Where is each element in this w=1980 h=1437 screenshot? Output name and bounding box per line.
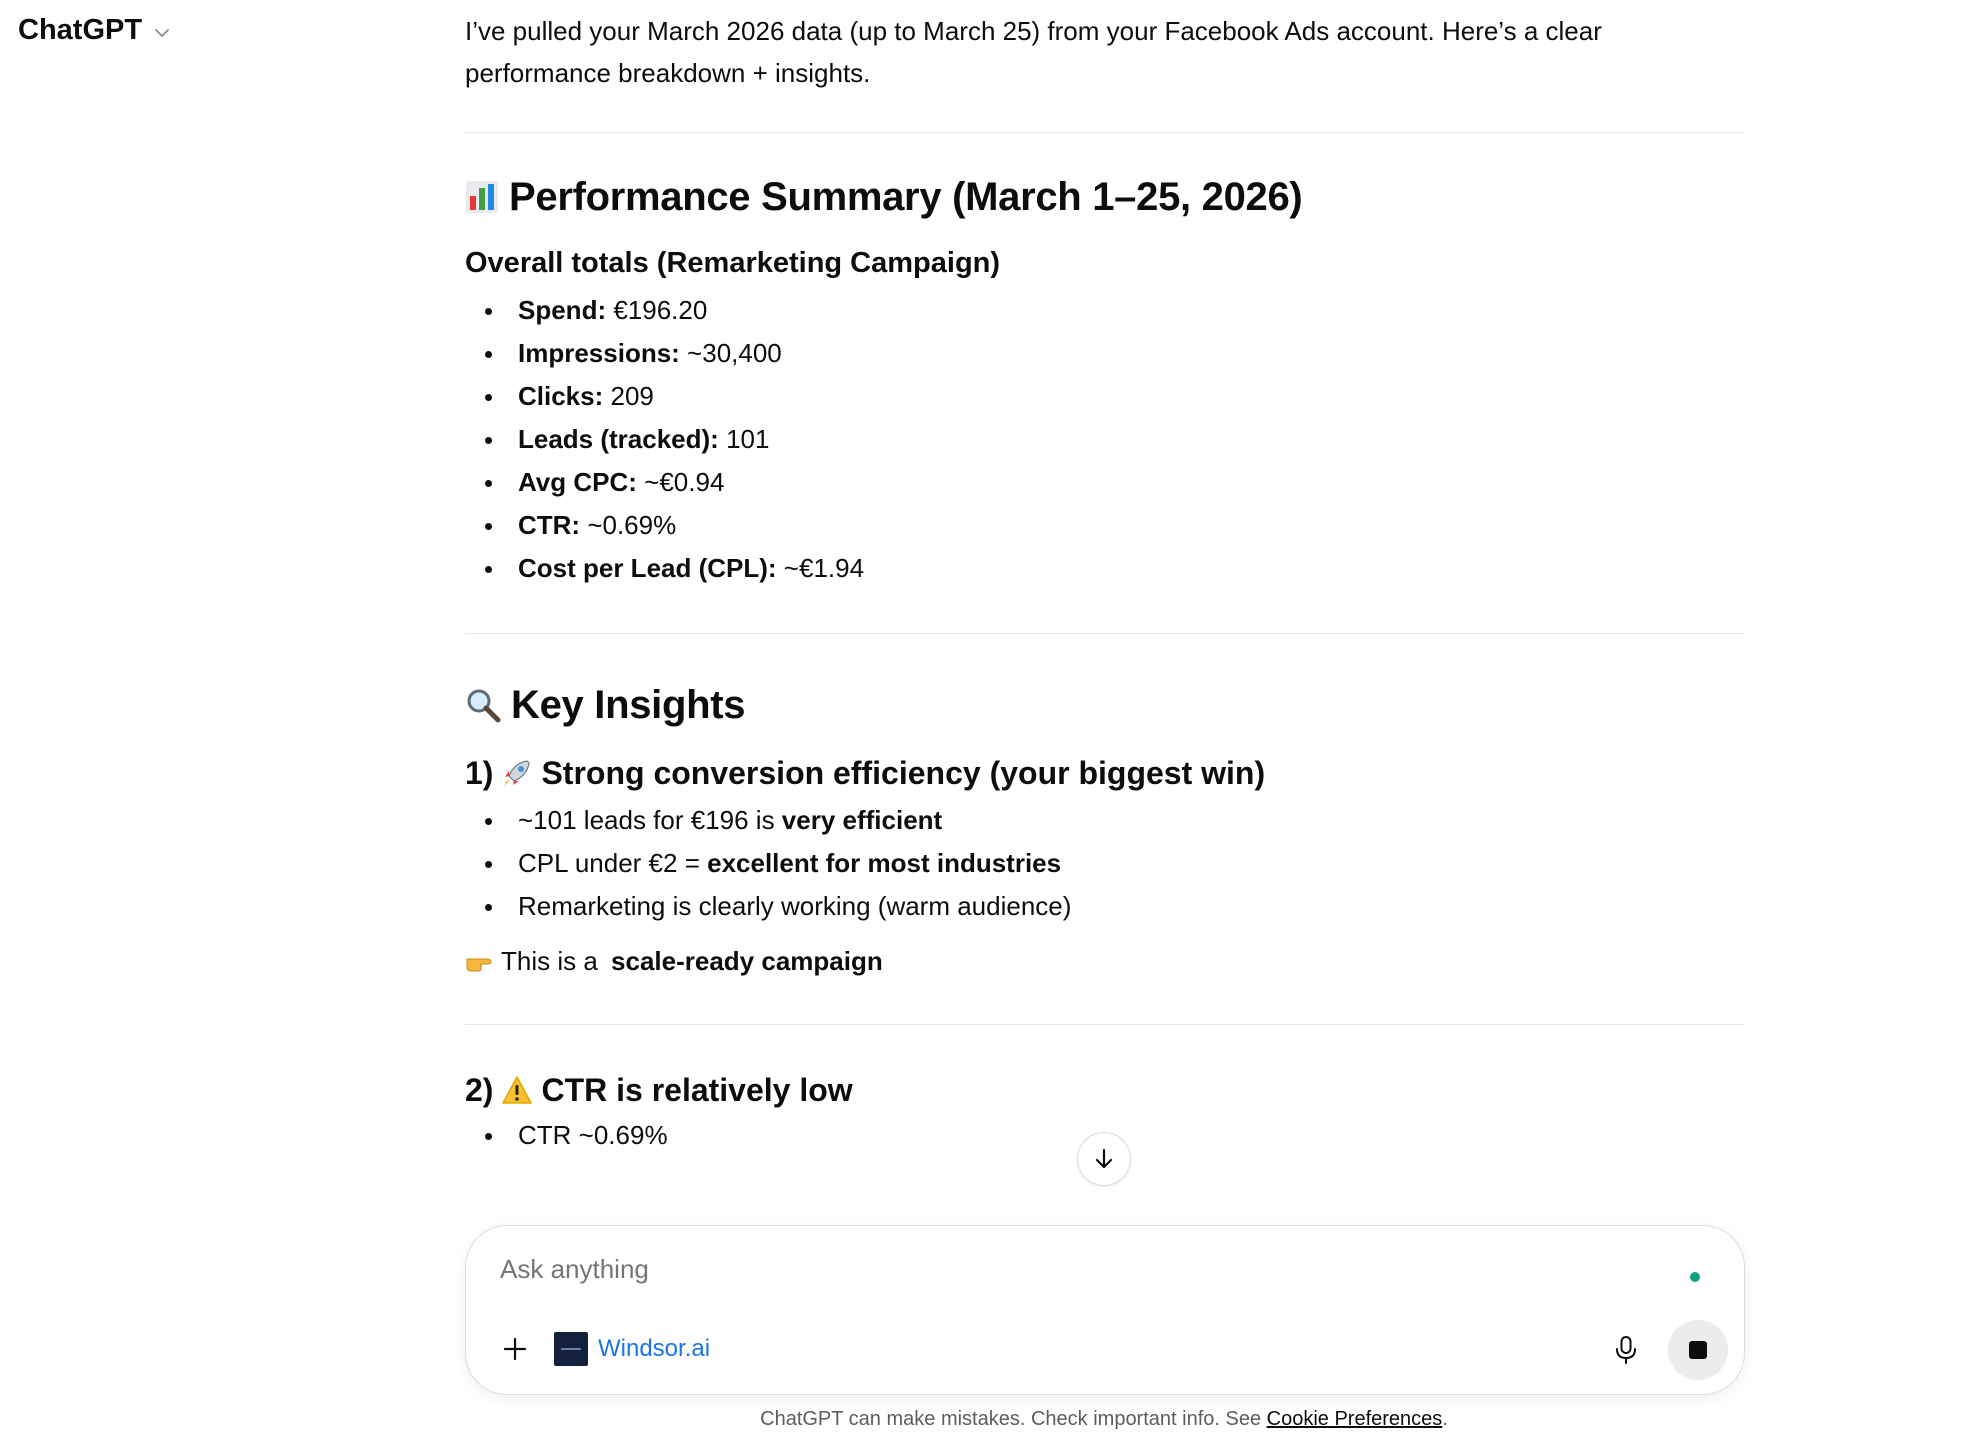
list-item xyxy=(465,504,1745,547)
windsor-logo-icon xyxy=(554,1332,588,1366)
metric-label: CTR: xyxy=(518,510,581,540)
metric-value: ~€0.94 xyxy=(636,467,725,497)
list-item xyxy=(465,375,1745,418)
warning-emoji-icon xyxy=(501,1075,533,1105)
disclaimer xyxy=(0,1408,1980,1431)
metric-value: ~€1.94 xyxy=(776,553,865,583)
metric-label: Spend: xyxy=(518,295,607,325)
insight-title-text: CTR is relatively low xyxy=(541,1072,853,1108)
summary-heading-text: Performance Summary (March 1–25, 2026) xyxy=(509,175,1303,219)
divider xyxy=(465,132,1745,133)
scroll-down-button[interactable] xyxy=(1077,1132,1131,1186)
insight-1-list xyxy=(465,799,1745,928)
metric-label: Clicks: xyxy=(518,381,604,411)
insights-heading-text: Key Insights xyxy=(511,683,746,727)
assistant-message xyxy=(465,0,1745,1157)
insight-2-title xyxy=(465,1070,1745,1110)
list-item xyxy=(465,332,1745,375)
metric-value: 101 xyxy=(718,424,770,454)
composer xyxy=(465,1225,1745,1395)
pointing-hand-emoji-icon xyxy=(465,949,495,973)
insight-number: 1) xyxy=(465,755,494,791)
plus-icon xyxy=(501,1335,529,1363)
status-dot xyxy=(1690,1272,1700,1282)
rocket-emoji-icon xyxy=(501,757,533,789)
arrow-down-icon xyxy=(1091,1146,1117,1172)
connector-label: Windsor.ai xyxy=(598,1335,711,1362)
insights-heading xyxy=(465,681,1745,729)
magnifying-glass-emoji-icon xyxy=(465,687,501,723)
metric-label: Leads (tracked): xyxy=(518,424,719,454)
list-item xyxy=(465,461,1745,504)
callout-text: This is a xyxy=(501,946,606,976)
list-item xyxy=(465,547,1745,590)
list-item xyxy=(465,885,1745,928)
model-selector[interactable] xyxy=(18,14,172,47)
list-item xyxy=(465,799,1745,842)
divider xyxy=(465,1024,1745,1025)
summary-subheading: Overall totals (Remarketing Campaign) xyxy=(465,247,1001,279)
disclaimer-end: . xyxy=(1442,1408,1448,1430)
callout-bold: scale-ready campaign xyxy=(611,946,883,976)
metric-value: ~30,400 xyxy=(679,338,782,368)
bullet-bold: very efficient xyxy=(781,805,943,835)
microphone-icon xyxy=(1613,1335,1639,1365)
list-item xyxy=(465,418,1745,461)
voice-input-button[interactable] xyxy=(1606,1330,1646,1370)
bullet-text: CTR ~0.69% xyxy=(518,1120,668,1150)
metric-label: Avg CPC: xyxy=(518,467,637,497)
intro-text: I’ve pulled your March 2026 data (up to March 25) from your Facebook Ads account. Here’s a clear performance breakdown + insights. xyxy=(465,16,1602,88)
prompt-input[interactable] xyxy=(500,1254,1600,1285)
bar-chart-emoji-icon xyxy=(465,180,499,214)
insight-number: 2) xyxy=(465,1072,494,1108)
bullet-text: CPL under €2 = xyxy=(518,848,708,878)
metric-value: 209 xyxy=(603,381,654,411)
bullet-text: Remarketing is clearly working (warm audience) xyxy=(518,891,1072,921)
divider xyxy=(465,633,1745,634)
summary-heading xyxy=(465,173,1745,221)
summary-list xyxy=(465,289,1745,590)
connector-chip[interactable] xyxy=(554,1331,710,1367)
insight-1-callout xyxy=(465,940,1745,982)
stop-icon xyxy=(1689,1341,1707,1359)
metric-value: €196.20 xyxy=(606,295,708,325)
insight-1-title xyxy=(465,753,1745,793)
metric-value: ~0.69% xyxy=(580,510,677,540)
list-item xyxy=(465,842,1745,885)
model-name: ChatGPT xyxy=(18,14,143,46)
bullet-bold: excellent for most industries xyxy=(707,848,1062,878)
add-attachment-button[interactable] xyxy=(492,1326,538,1372)
metric-label: Impressions: xyxy=(518,338,680,368)
metric-label: Cost per Lead (CPL): xyxy=(518,553,777,583)
composer-fade xyxy=(0,1150,1980,1230)
bullet-text: ~101 leads for €196 is xyxy=(518,805,782,835)
cookie-preferences-link[interactable]: Cookie Preferences xyxy=(1266,1408,1443,1430)
disclaimer-text: ChatGPT can make mistakes. Check important info. See xyxy=(760,1408,1267,1430)
chevron-down-icon xyxy=(152,23,172,43)
insight-title-text: Strong conversion efficiency (your biggest win) xyxy=(541,755,1266,791)
list-item xyxy=(465,289,1745,332)
stop-generating-button[interactable] xyxy=(1668,1320,1728,1380)
